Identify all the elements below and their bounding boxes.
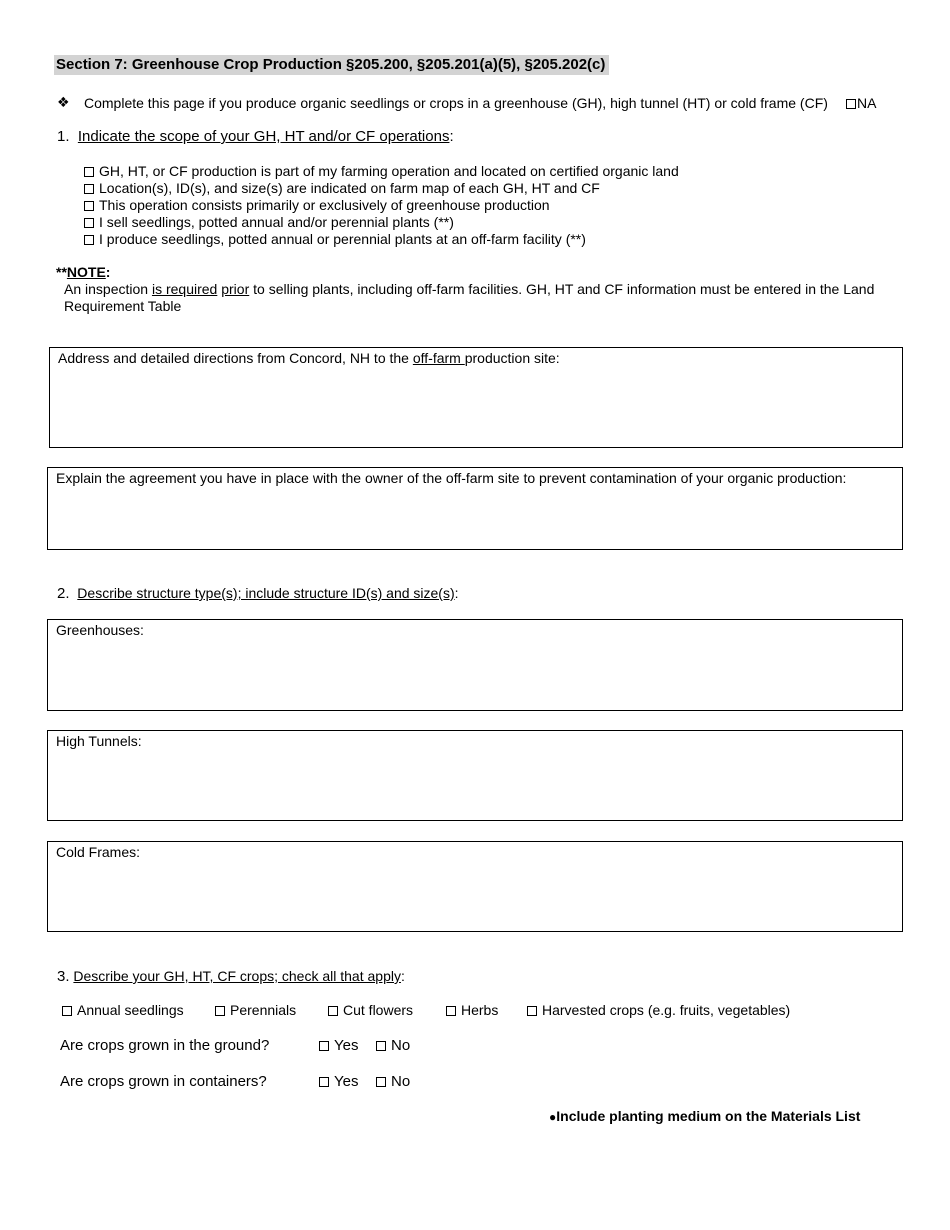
crop-label: Annual seedlings xyxy=(77,1002,184,1018)
scope-option-label: Location(s), ID(s), and size(s) are indicated on farm map of each GH, HT and CF xyxy=(99,180,600,196)
q2-heading xyxy=(57,585,459,602)
ground-yes-option[interactable] xyxy=(319,1037,358,1054)
high-tunnels-field[interactable] xyxy=(47,730,903,821)
containers-yes-checkbox[interactable] xyxy=(319,1077,329,1087)
containers-question: Are crops grown in containers? xyxy=(60,1073,267,1090)
planting-medium-text: Include planting medium on the Materials List xyxy=(556,1108,861,1124)
note-text xyxy=(64,281,894,315)
greenhouses-field[interactable] xyxy=(47,619,903,711)
q1-number: 1. xyxy=(57,128,70,145)
na-checkbox[interactable] xyxy=(846,99,856,109)
intro-bullet-icon: ❖ xyxy=(57,94,70,110)
q1-heading xyxy=(57,128,454,145)
containers-no-option[interactable] xyxy=(376,1073,410,1090)
containers-no-checkbox[interactable] xyxy=(376,1077,386,1087)
containers-no-label: No xyxy=(391,1073,411,1090)
containers-yes-label: Yes xyxy=(334,1073,359,1090)
containers-yes-option[interactable] xyxy=(319,1073,358,1090)
address-label-part: Address and detailed directions from Concord, NH to the xyxy=(58,350,413,366)
address-directions-field[interactable] xyxy=(49,347,903,448)
intro-text: Complete this page if you produce organic seedlings or crops in a greenhouse (GH), high tunnel (HT) or cold frame (CF) xyxy=(84,95,828,111)
ground-no-label: No xyxy=(391,1037,411,1054)
q1-title: Indicate the scope of your GH, HT and/or CF operations xyxy=(77,128,450,145)
note-text-prior: prior xyxy=(221,281,250,297)
crop-checkbox[interactable] xyxy=(328,1006,338,1016)
ground-yes-checkbox[interactable] xyxy=(319,1041,329,1051)
q3-title: Describe your GH, HT, CF crops; check all that apply xyxy=(73,968,401,984)
note-text-part: to selling plants, including off-farm facilities. GH, HT and CF information must be entered in the Land Requirement Table xyxy=(64,281,875,314)
crop-option-herbs[interactable] xyxy=(446,1002,498,1018)
scope-checkbox[interactable] xyxy=(84,235,94,245)
scope-option-label: I produce seedlings, potted annual or perennial plants at an off-farm facility (**) xyxy=(99,231,586,247)
note-label: NOTE xyxy=(66,264,106,280)
q1-colon: : xyxy=(449,128,454,145)
crop-label: Cut flowers xyxy=(343,1002,414,1018)
scope-checkbox[interactable] xyxy=(84,167,94,177)
scope-option-label: GH, HT, or CF production is part of my farming operation and located on certified organic land xyxy=(99,163,679,179)
ground-no-checkbox[interactable] xyxy=(376,1041,386,1051)
scope-option[interactable] xyxy=(84,180,679,197)
note-text-required: is required xyxy=(151,281,218,297)
scope-checkbox[interactable] xyxy=(84,201,94,211)
scope-option[interactable] xyxy=(84,214,679,231)
planting-medium-note xyxy=(549,1108,860,1124)
ground-question: Are crops grown in the ground? xyxy=(60,1037,270,1054)
agreement-label: Explain the agreement you have in place with the owner of the off-farm site to prevent contamination of your organic production: xyxy=(56,470,847,486)
scope-checkbox[interactable] xyxy=(84,184,94,194)
q2-title: Describe structure type(s); include structure ID(s) and size(s) xyxy=(77,585,455,601)
crop-label: Perennials xyxy=(230,1002,297,1018)
crop-label: Harvested crops (e.g. fruits, vegetables) xyxy=(542,1002,791,1018)
scope-options xyxy=(84,163,679,248)
scope-option-label: This operation consists primarily or exclusively of greenhouse production xyxy=(99,197,550,213)
crop-option-cut-flowers[interactable] xyxy=(328,1002,413,1018)
cold-frames-field[interactable] xyxy=(47,841,903,932)
address-label-part: production site: xyxy=(464,350,560,366)
ground-yes-label: Yes xyxy=(334,1037,359,1054)
q3-colon: : xyxy=(400,968,405,984)
q3-heading xyxy=(57,968,405,985)
bullet-icon: ● xyxy=(549,1110,557,1124)
note-heading xyxy=(56,264,110,280)
crop-option-annual-seedlings[interactable] xyxy=(62,1002,184,1018)
section-title: Section 7: Greenhouse Crop Production §205.200, §205.201(a)(5), §205.202(c) xyxy=(54,55,609,75)
crop-checkbox[interactable] xyxy=(62,1006,72,1016)
note-text-part: An inspection xyxy=(64,281,152,297)
crop-option-perennials[interactable] xyxy=(215,1002,296,1018)
high-tunnels-label: High Tunnels: xyxy=(56,733,142,749)
q3-number: 3. xyxy=(57,968,70,985)
crop-checkbox[interactable] xyxy=(446,1006,456,1016)
crop-checkbox[interactable] xyxy=(215,1006,225,1016)
agreement-field[interactable] xyxy=(47,467,903,550)
q2-number: 2. xyxy=(57,585,70,602)
cold-frames-label: Cold Frames: xyxy=(56,844,141,860)
q2-colon: : xyxy=(454,585,459,601)
crop-label: Herbs xyxy=(461,1002,499,1018)
scope-checkbox[interactable] xyxy=(84,218,94,228)
crop-option-harvested[interactable] xyxy=(527,1002,790,1018)
scope-option-label: I sell seedlings, potted annual and/or perennial plants (**) xyxy=(99,214,454,230)
scope-option[interactable] xyxy=(84,163,679,180)
na-option[interactable] xyxy=(846,95,876,111)
address-label-offfarm: off-farm xyxy=(412,350,465,366)
scope-option[interactable] xyxy=(84,197,679,214)
crop-checkbox[interactable] xyxy=(527,1006,537,1016)
scope-option[interactable] xyxy=(84,231,679,248)
greenhouses-label: Greenhouses: xyxy=(56,622,144,638)
note-prefix: ** xyxy=(56,264,67,280)
na-label: NA xyxy=(857,95,877,111)
note-colon: : xyxy=(105,264,111,280)
ground-no-option[interactable] xyxy=(376,1037,410,1054)
